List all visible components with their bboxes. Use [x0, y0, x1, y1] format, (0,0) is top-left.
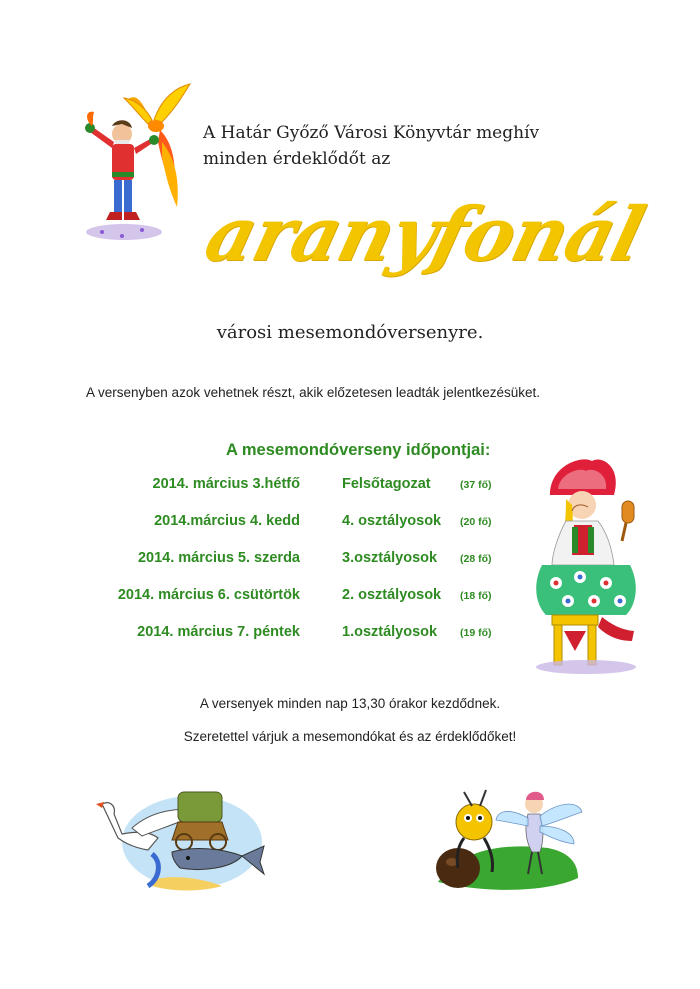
schedule-date: 2014.március 4. kedd	[154, 513, 300, 529]
girl-with-mirror-illustration	[522, 455, 650, 677]
schedule-count: (20 fő)	[460, 516, 492, 528]
schedule-row	[117, 587, 520, 613]
schedule-date: 2014. március 6. csütörtök	[117, 587, 300, 603]
participation-note: A versenyben azok vehetnek részt, akik előzetesen leadták jelentkezésüket.	[86, 385, 541, 400]
schedule-date: 2014. március 5. szerda	[137, 550, 300, 566]
intro-line-1: A Határ Győző Városi Könyvtár meghív	[203, 123, 540, 143]
schedule-count: (37 fő)	[460, 479, 492, 491]
firebird-hero-illustration	[82, 82, 197, 247]
event-title: aranyfonál	[197, 192, 652, 278]
bug-and-fairy-illustration	[428, 782, 588, 907]
schedule-group: Felsőtagozat	[342, 476, 431, 492]
invitation-intro	[203, 120, 539, 172]
schedule-count: (28 fő)	[460, 553, 492, 565]
schedule-count: (19 fő)	[460, 627, 492, 639]
schedule-row	[120, 550, 520, 576]
schedule-date: 2014. március 3.hétfő	[152, 476, 300, 492]
schedule-row	[120, 513, 520, 539]
schedule-date: 2014. március 7. péntek	[137, 624, 300, 640]
schedule-group: 4. osztályosok	[342, 513, 442, 529]
intro-line-2: minden érdeklődőt az	[203, 149, 391, 169]
goose-cart-fish-illustration	[92, 782, 272, 902]
schedule-group: 3.osztályosok	[342, 550, 438, 566]
schedule-group: 2. osztályosok	[342, 587, 442, 603]
schedule-heading: A mesemondóverseny időpontjai:	[226, 441, 491, 459]
start-time-note: A versenyek minden nap 13,30 órakor kezdődnek.	[199, 696, 501, 711]
schedule-row	[120, 476, 520, 502]
welcome-message: Szeretettel várjuk a mesemondókat és az érdeklődőket!	[183, 729, 517, 744]
schedule-group: 1.osztályosok	[342, 624, 438, 640]
contest-subtitle: városi mesemondóversenyre.	[216, 322, 484, 343]
schedule-count: (18 fő)	[460, 590, 492, 602]
schedule-row	[120, 624, 520, 650]
